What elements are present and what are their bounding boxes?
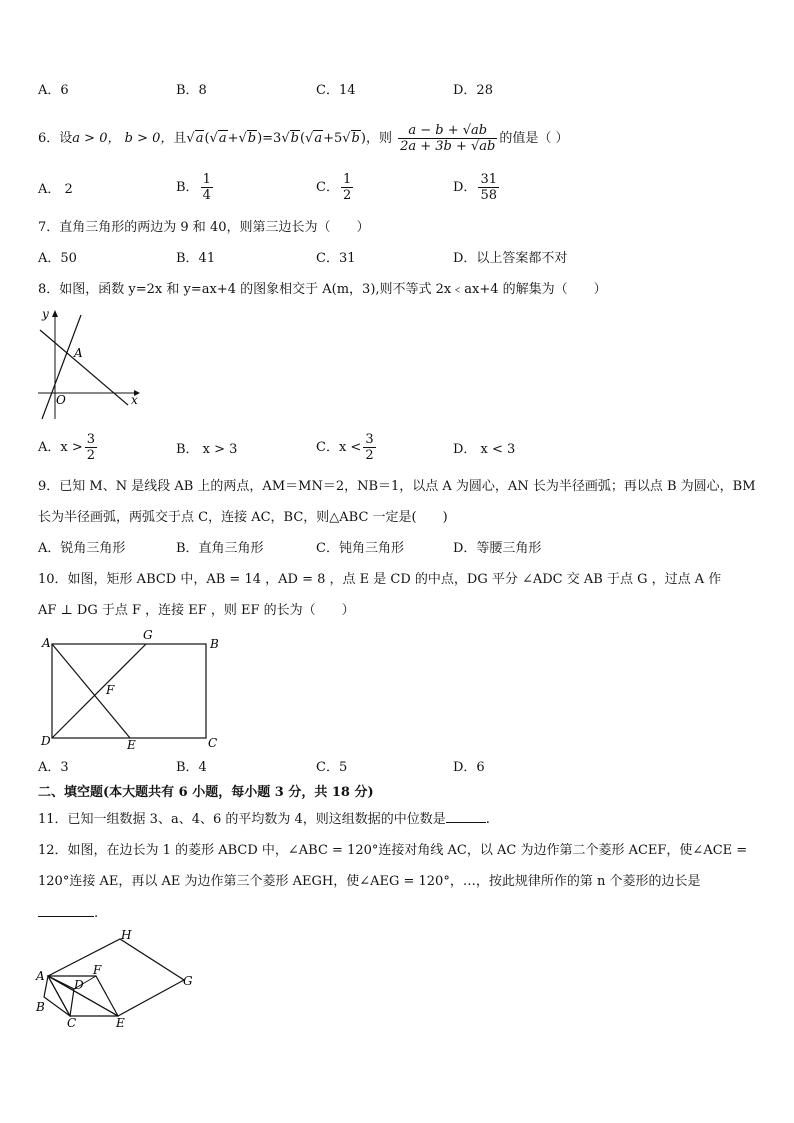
q6-option-c-den: 2 bbox=[342, 188, 352, 203]
q7-option-c: C．31 bbox=[316, 251, 356, 266]
q6-and: 且 bbox=[173, 131, 187, 146]
q8-y-axis-arrow bbox=[52, 310, 58, 317]
q6-option-c bbox=[316, 172, 355, 203]
q6-number: 6．设 bbox=[38, 131, 73, 146]
q6-a-condition: a > 0， bbox=[72, 131, 121, 146]
q11-answer-blank[interactable] bbox=[446, 822, 486, 823]
q9-option-b: B．直角三角形 bbox=[176, 541, 264, 556]
q10-stem-line1: 10．如图，矩形 ABCD 中，AB = 14 ，AD = 8 ，点 E 是 CD 的中点，DG 平分 ∠ADC 交 AB 于点 G ，过点 A 作 bbox=[38, 572, 722, 587]
q8-stem: 8．如图，函数 y=2x 和 y=ax+4 的图象相交于 A(m，3),则不等式 2x﹤ax+4 的解集为（ ） bbox=[38, 282, 607, 297]
q11-text: 11．已知一组数据 3、a、4、6 的平均数为 4，则这组数据的中位数是 bbox=[38, 812, 446, 827]
q7-stem: 7．直角三角形的两边为 9 和 40，则第三边长为（ ） bbox=[38, 220, 370, 235]
q5-option-b: B．8 bbox=[176, 83, 207, 98]
q6-option-b-num: 1 bbox=[202, 172, 211, 187]
q9-stem-line1: 9．已知 M、N 是线段 AB 上的两点，AM＝MN＝2，NB＝1，以点 A 为圆心，AN 长为半径画弧；再以点 B 为圆心，BM bbox=[38, 479, 756, 494]
q10-option-c: C．5 bbox=[316, 760, 348, 775]
q6-option-b bbox=[176, 172, 215, 203]
q8-option-d: D． x < 3 bbox=[453, 442, 516, 457]
q10-stem-line2: AF ⊥ DG 于点 F ，连接 EF ，则 EF 的长为（ ） bbox=[38, 603, 355, 618]
q12-label-g: G bbox=[183, 974, 193, 988]
q8-option-b: B． x > 3 bbox=[176, 442, 238, 457]
q6-option-c-label: C． bbox=[316, 180, 339, 195]
q6-option-a: A． 2 bbox=[38, 182, 73, 197]
q10-label-f: F bbox=[106, 683, 115, 697]
q12-label-b: B bbox=[36, 1000, 45, 1014]
q8-graph-figure bbox=[34, 305, 146, 423]
q12-stem-line1: 12．如图，在边长为 1 的菱形 ABCD 中，∠ABC = 120°连接对角线 AC，以 AC 为边作第二个菱形 ACEF，使∠ACE = bbox=[38, 843, 748, 858]
q8-label-a: A bbox=[74, 346, 83, 360]
q9-option-a: A．锐角三角形 bbox=[38, 541, 126, 556]
q6-stem bbox=[38, 122, 569, 156]
q9-option-d: D．等腰三角形 bbox=[453, 541, 542, 556]
q8-option-a-den: 2 bbox=[86, 448, 96, 463]
q10-label-e: E bbox=[127, 738, 136, 752]
q8-option-c bbox=[316, 432, 378, 463]
q8-option-a bbox=[38, 432, 99, 463]
q7-option-d: D．以上答案都不对 bbox=[453, 251, 568, 266]
q12-label-h: H bbox=[121, 928, 132, 942]
q8-label-o: O bbox=[56, 393, 66, 407]
q12-rhombus-aegh bbox=[48, 939, 184, 1016]
q6-fraction-numerator: a − b + √ab bbox=[398, 123, 497, 139]
q8-line-y-ax-4 bbox=[40, 330, 128, 405]
q6-option-b-fraction bbox=[201, 172, 213, 203]
q8-option-c-fraction bbox=[363, 432, 375, 463]
q8-option-c-label: C．x < bbox=[316, 440, 362, 455]
q8-label-x: x bbox=[131, 393, 138, 407]
q9-option-c: C．钝角三角形 bbox=[316, 541, 404, 556]
q7-option-a: A．50 bbox=[38, 251, 77, 266]
q12-label-d: D bbox=[74, 978, 84, 992]
q6-option-c-num: 1 bbox=[342, 172, 352, 187]
q10-label-d: D bbox=[41, 734, 51, 748]
q7-option-b: B．41 bbox=[176, 251, 216, 266]
q6-then: ，则 bbox=[365, 131, 392, 146]
q10-rectangle-abcd bbox=[52, 644, 206, 738]
q6-option-d-den: 58 bbox=[480, 188, 497, 203]
section-fill-in-title: 二、填空题(本大题共有 6 小题，每小题 3 分，共 18 分) bbox=[38, 785, 374, 800]
q10-option-d: D．6 bbox=[453, 760, 485, 775]
q10-option-a: A．3 bbox=[38, 760, 69, 775]
q6-tail: 的值是（ ） bbox=[499, 131, 569, 146]
q12-answer-blank[interactable] bbox=[38, 916, 94, 917]
q12-label-c: C bbox=[67, 1016, 77, 1030]
q11-stem bbox=[38, 811, 490, 829]
q11-end: . bbox=[485, 812, 490, 827]
q6-fraction-denominator: 2a + 3b + √ab bbox=[400, 139, 496, 154]
q12-stem-line2: 120°连接 AE，再以 AE 为边作第三个菱形 AEGH，使∠AEG = 120°，…，按此规律所作的第 n 个菱形的边长是 bbox=[38, 874, 701, 889]
q10-rectangle-figure bbox=[36, 626, 226, 754]
q10-segment-dg bbox=[52, 644, 146, 738]
q8-option-a-label: A．x > bbox=[38, 440, 83, 455]
q6-equation: √a(√a+√b)=3√b(√a+5√b) bbox=[186, 131, 366, 146]
q12-label-a: A bbox=[36, 969, 45, 983]
q6-option-d bbox=[453, 172, 501, 203]
q12-answer-line bbox=[38, 905, 98, 923]
q6-option-d-num: 31 bbox=[480, 172, 497, 187]
q10-label-a: A bbox=[42, 636, 51, 650]
q6-b-condition: b > 0， bbox=[124, 131, 174, 146]
q5-option-d: D．28 bbox=[453, 83, 493, 98]
q8-option-c-den: 2 bbox=[365, 448, 374, 463]
q10-segment-ae bbox=[52, 644, 130, 738]
q8-option-c-num: 3 bbox=[365, 432, 374, 447]
q6-fraction bbox=[398, 123, 497, 154]
q6-option-b-label: B． bbox=[176, 180, 199, 195]
q5-option-a: A．6 bbox=[38, 83, 69, 98]
q10-label-g: G bbox=[143, 628, 153, 642]
q12-label-f: F bbox=[93, 963, 102, 977]
q8-option-a-fraction bbox=[85, 432, 97, 463]
q9-stem-line2: 长为半径画弧，两弧交于点 C，连接 AC，BC，则△ABC 一定是( ) bbox=[38, 510, 448, 525]
q6-option-d-label: D． bbox=[453, 180, 477, 195]
q8-option-a-num: 3 bbox=[86, 432, 96, 447]
q10-option-b: B．4 bbox=[176, 760, 207, 775]
q6-option-b-den: 4 bbox=[202, 188, 211, 203]
q6-option-d-fraction bbox=[478, 172, 499, 203]
q10-label-c: C bbox=[208, 736, 218, 750]
q5-option-c: C．14 bbox=[316, 83, 356, 98]
q6-option-c-fraction bbox=[341, 172, 353, 203]
q12-rhombus-figure bbox=[30, 925, 205, 1035]
q8-label-y: y bbox=[42, 307, 49, 321]
q12-end: . bbox=[94, 906, 99, 921]
q10-label-b: B bbox=[210, 637, 219, 651]
q12-label-e: E bbox=[116, 1016, 125, 1030]
